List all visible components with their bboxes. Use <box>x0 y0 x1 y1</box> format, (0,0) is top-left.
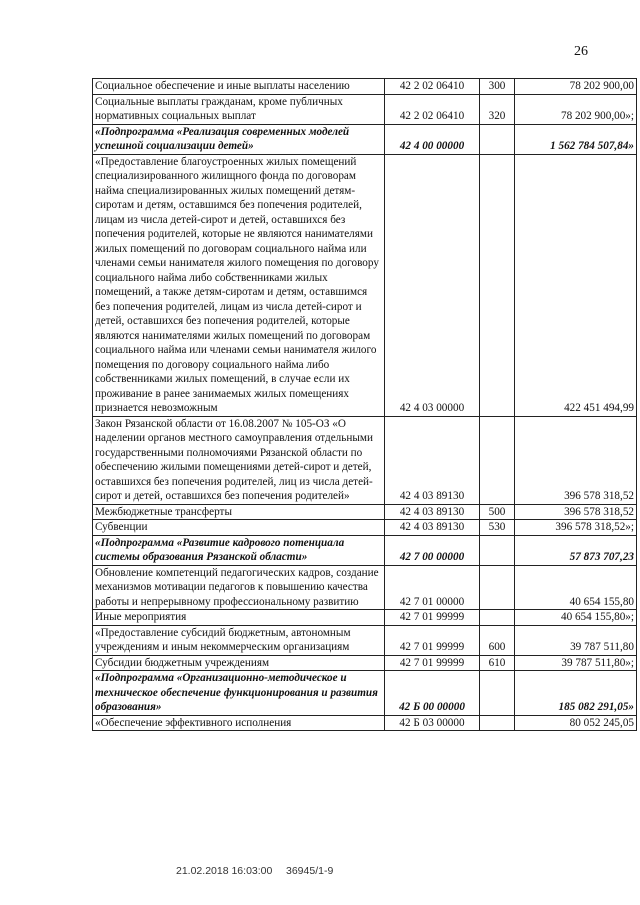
row-code: 42 7 01 00000 <box>385 565 480 610</box>
table-row <box>93 94 637 124</box>
row-amount: 39 787 511,80»; <box>515 655 637 671</box>
row-description: «Подпрограмма «Организационно-методическое и техническое обеспечение функционирования и развития образования» <box>93 671 385 716</box>
row-expense-type <box>480 535 515 565</box>
row-description: Субвенции <box>93 520 385 536</box>
table-row-subprogram <box>93 535 637 565</box>
row-code: 42 2 02 06410 <box>385 94 480 124</box>
table-row <box>93 520 637 536</box>
row-description: Социальное обеспечение и иные выплаты населению <box>93 79 385 95</box>
row-amount: 39 787 511,80 <box>515 625 637 655</box>
table-row <box>93 154 637 416</box>
row-code: 42 4 03 89130 <box>385 416 480 504</box>
page-number: 26 <box>574 44 588 59</box>
row-code: 42 4 03 00000 <box>385 154 480 416</box>
row-description: «Подпрограмма «Реализация современных моделей успешной социализации детей» <box>93 124 385 154</box>
row-description: «Обеспечение эффективного исполнения <box>93 715 385 731</box>
table-row <box>93 655 637 671</box>
row-code: 42 4 03 89130 <box>385 504 480 520</box>
row-description: Обновление компетенций педагогических кадров, создание механизмов мотивации педагогов к повышению качества работы и непрерывному профессиональному развитию <box>93 565 385 610</box>
row-expense-type: 600 <box>480 625 515 655</box>
footer-document-id: 36945/1-9 <box>286 865 334 877</box>
row-expense-type <box>480 416 515 504</box>
row-code: 42 7 00 00000 <box>385 535 480 565</box>
row-amount: 1 562 784 507,84» <box>515 124 637 154</box>
row-code: 42 2 02 06410 <box>385 79 480 95</box>
row-amount: 40 654 155,80»; <box>515 610 637 626</box>
row-amount: 422 451 494,99 <box>515 154 637 416</box>
table-row <box>93 715 637 731</box>
row-amount: 80 052 245,05 <box>515 715 637 731</box>
row-description: Социальные выплаты гражданам, кроме публичных нормативных социальных выплат <box>93 94 385 124</box>
footer-datetime: 21.02.2018 16:03:00 <box>176 865 273 877</box>
table-row <box>93 625 637 655</box>
row-expense-type: 300 <box>480 79 515 95</box>
row-amount: 185 082 291,05» <box>515 671 637 716</box>
row-expense-type <box>480 610 515 626</box>
table-row <box>93 79 637 95</box>
row-description: «Подпрограмма «Развитие кадрового потенциала системы образования Рязанской области» <box>93 535 385 565</box>
row-amount: 396 578 318,52 <box>515 504 637 520</box>
row-code: 42 Б 00 00000 <box>385 671 480 716</box>
row-amount: 78 202 900,00»; <box>515 94 637 124</box>
row-code: 42 Б 03 00000 <box>385 715 480 731</box>
row-amount: 57 873 707,23 <box>515 535 637 565</box>
table-row <box>93 565 637 610</box>
row-description: Закон Рязанской области от 16.08.2007 № 105-ОЗ «О наделении органов местного самоуправления отдельными государственными полномочиями Рязанской области по обеспечению жилыми помещениями детей-сирот и детей, оставшихся без попечения родителей, лиц из числа детей-сирот и детей, оставшихся без попечения родителей» <box>93 416 385 504</box>
row-expense-type <box>480 565 515 610</box>
row-code: 42 7 01 99999 <box>385 625 480 655</box>
row-amount: 396 578 318,52»; <box>515 520 637 536</box>
row-code: 42 4 03 89130 <box>385 520 480 536</box>
table-row <box>93 610 637 626</box>
row-amount: 40 654 155,80 <box>515 565 637 610</box>
row-code: 42 4 00 00000 <box>385 124 480 154</box>
row-description: Иные мероприятия <box>93 610 385 626</box>
table-row-subprogram <box>93 671 637 716</box>
row-expense-type: 530 <box>480 520 515 536</box>
row-description: Субсидии бюджетным учреждениям <box>93 655 385 671</box>
table-row <box>93 416 637 504</box>
row-expense-type: 320 <box>480 94 515 124</box>
row-expense-type <box>480 124 515 154</box>
row-expense-type: 610 <box>480 655 515 671</box>
budget-table <box>92 78 637 731</box>
row-description: Межбюджетные трансферты <box>93 504 385 520</box>
row-expense-type: 500 <box>480 504 515 520</box>
row-code: 42 7 01 99999 <box>385 655 480 671</box>
row-description: «Предоставление благоустроенных жилых помещений специализированного жилищного фонда по договорам найма специализированных жилых помещений детям-сиротам и детям, оставшимся без попечения родителей, лицам из числа детей-сирот и детей, оставшихся без попечения родителей, которые не являются нанимателями жилых помещений по договорам социального найма или членами семьи нанимателя жилого помещения по договору социального найма либо собственниками жилых помещений, а также детям-сиротам и детям, оставшимся без попечения родителей, лицам из числа детей-сирот и детей, оставшихся без попечения родителей, которые являются нанимателями жилых помещений по договорам социального найма или членами семьи нанимателя жилого помещения по договору социального найма либо собственниками жилых помещений, в случае если их проживание в ранее занимаемых жилых помещениях признается невозможным <box>93 154 385 416</box>
row-description: «Предоставление субсидий бюджетным, автономным учреждениям и иным некоммерческим организациям <box>93 625 385 655</box>
row-expense-type <box>480 715 515 731</box>
row-expense-type <box>480 671 515 716</box>
row-expense-type <box>480 154 515 416</box>
table-row <box>93 504 637 520</box>
row-code: 42 7 01 99999 <box>385 610 480 626</box>
row-amount: 396 578 318,52 <box>515 416 637 504</box>
row-amount: 78 202 900,00 <box>515 79 637 95</box>
table-row-subprogram <box>93 124 637 154</box>
